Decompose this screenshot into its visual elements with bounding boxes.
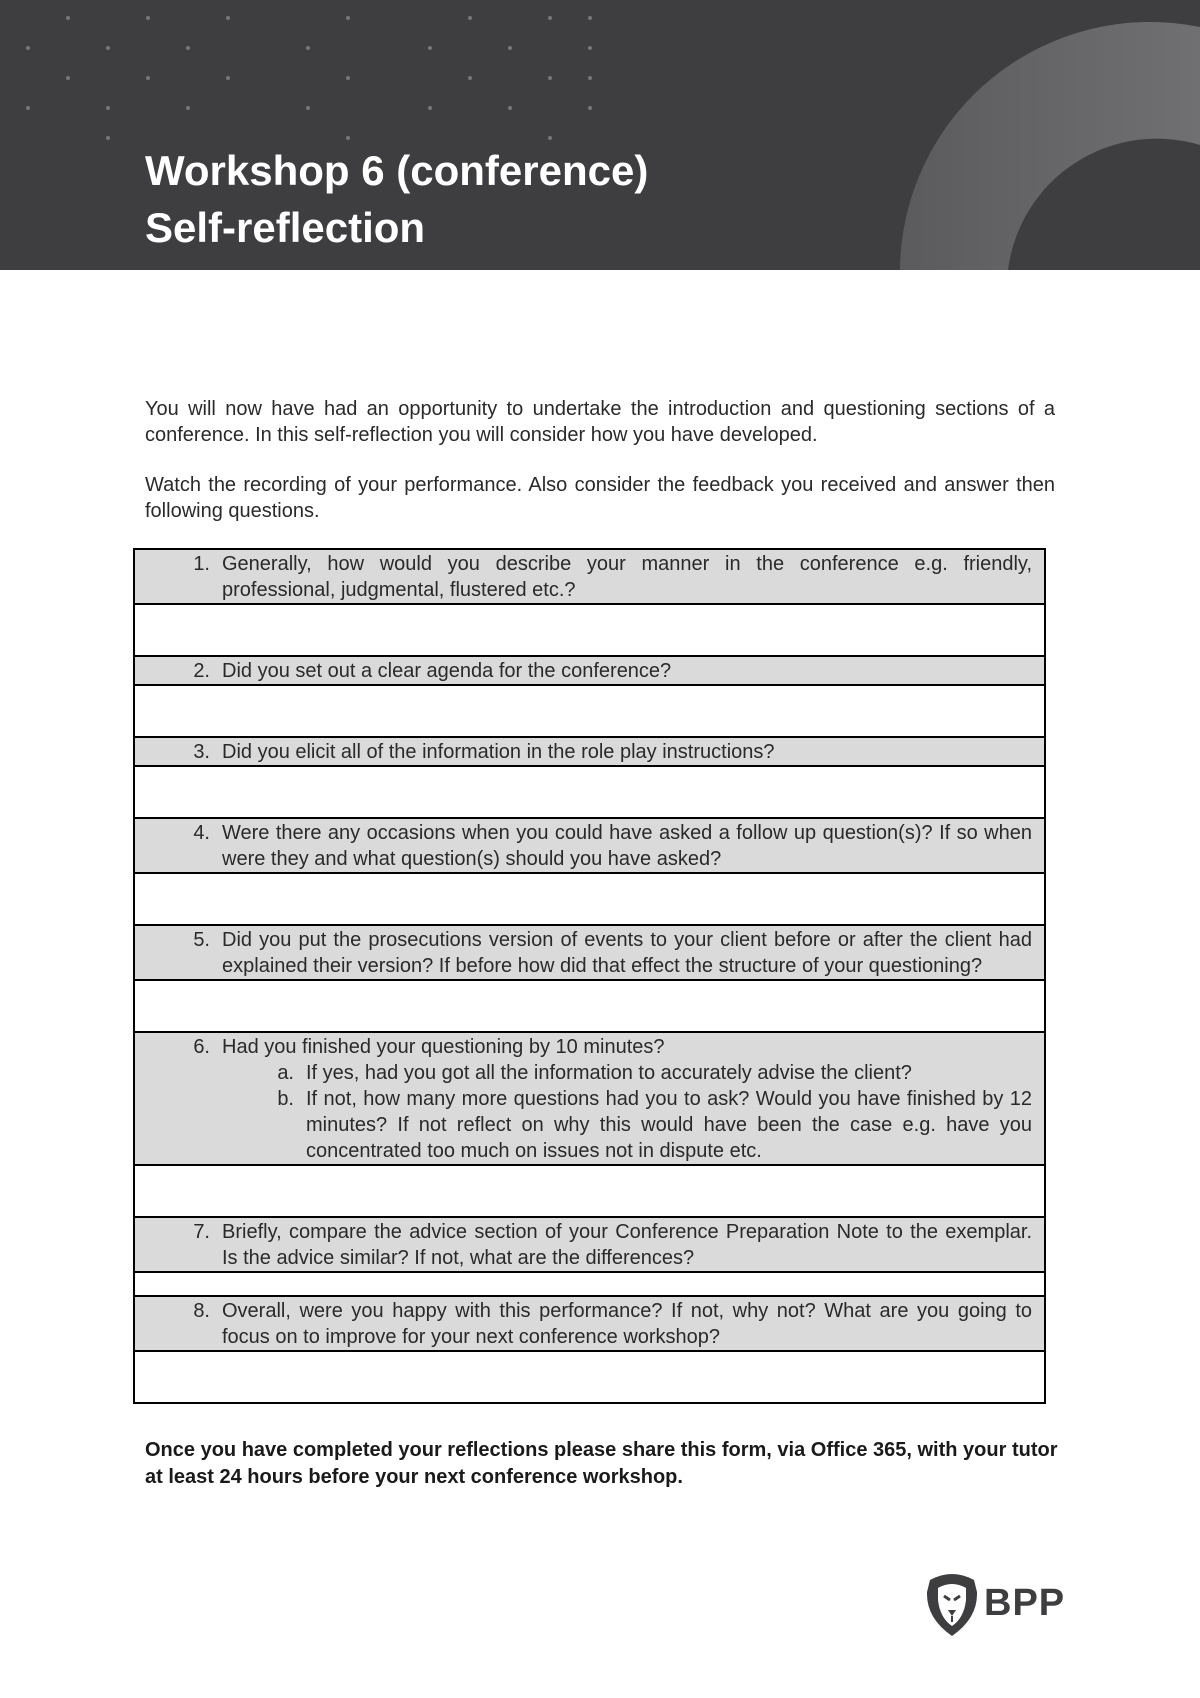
question-number: 8. <box>193 1300 210 1322</box>
question-text: Overall, were you happy with this performance? If not, why not? What are you going to focus on to improve for your next conference workshop? <box>222 1300 1032 1348</box>
question-row <box>134 818 1045 873</box>
question-number: 3. <box>193 741 210 763</box>
question-text: Had you finished your questioning by 10 minutes? <box>222 1036 665 1058</box>
bpp-logo <box>924 1568 1066 1642</box>
question-number: 4. <box>193 822 210 844</box>
page-header <box>0 0 1200 270</box>
question-row <box>134 1296 1045 1351</box>
answer-row[interactable] <box>134 1351 1045 1403</box>
reflection-table <box>133 548 1046 1404</box>
answer-row[interactable] <box>134 873 1045 925</box>
question-number: 2. <box>193 660 210 682</box>
question-text: Were there any occasions when you could have asked a follow up question(s)? If so when were they and what question(s) should you have asked? <box>222 822 1032 870</box>
question-row <box>134 737 1045 766</box>
question-text: Did you put the prosecutions version of events to your client before or after the client had explained their version? If before how did that effect the structure of your questioning? <box>222 929 1032 977</box>
answer-row[interactable] <box>134 604 1045 656</box>
question-row <box>134 1217 1045 1272</box>
sub-question-text: If not, how many more questions had you to ask? Would you have finished by 12 minutes? If not reflect on why this would have been the case e.g. have you concentrated too much on issues not in dispute etc. <box>306 1088 1032 1162</box>
intro-paragraph-2: Watch the recording of your performance. Also consider the feedback you received and answer then following questions. <box>145 474 1055 522</box>
answer-row[interactable] <box>134 1165 1045 1217</box>
submission-instruction: Once you have completed your reflections please share this form, via Office 365, with your tutor at least 24 hours before your next conference workshop. <box>145 1439 1058 1488</box>
page-title <box>145 142 648 256</box>
question-text: Did you elicit all of the information in the role play instructions? <box>222 741 775 763</box>
answer-row[interactable] <box>134 1272 1045 1296</box>
question-number: 5. <box>193 929 210 951</box>
question-number: 7. <box>193 1221 210 1243</box>
dot-pattern <box>26 16 592 140</box>
question-row <box>134 656 1045 685</box>
sub-question-label: b. <box>277 1088 294 1110</box>
lion-shield-icon <box>924 1570 980 1638</box>
sub-question-label: a. <box>277 1062 294 1084</box>
question-row <box>134 925 1045 980</box>
sub-question-b <box>222 1086 1032 1164</box>
sub-question-text: If yes, had you got all the information to accurately advise the client? <box>306 1062 912 1084</box>
sub-question-a <box>222 1060 1032 1086</box>
title-line-2: Self-reflection <box>145 204 426 251</box>
question-row <box>134 549 1045 604</box>
title-line-1: Workshop 6 (conference) <box>145 147 649 194</box>
answer-row[interactable] <box>134 685 1045 737</box>
logo-text: BPP <box>984 1582 1066 1624</box>
question-text: Did you set out a clear agenda for the conference? <box>222 660 672 682</box>
question-text: Generally, how would you describe your manner in the conference e.g. friendly, professional, judgmental, flustered etc.? <box>222 553 1032 601</box>
answer-row[interactable] <box>134 766 1045 818</box>
question-row <box>134 1032 1045 1165</box>
header-arc <box>900 22 1200 270</box>
question-number: 1. <box>193 553 210 575</box>
question-text: Briefly, compare the advice section of your Conference Preparation Note to the exemplar. Is the advice similar? If not, what are the differences? <box>222 1221 1032 1269</box>
question-number: 6. <box>193 1036 210 1058</box>
answer-row[interactable] <box>134 980 1045 1032</box>
intro-paragraph-1: You will now have had an opportunity to undertake the introduction and questioning sections of a conference. In this self-reflection you will consider how you have developed. <box>145 398 1055 446</box>
